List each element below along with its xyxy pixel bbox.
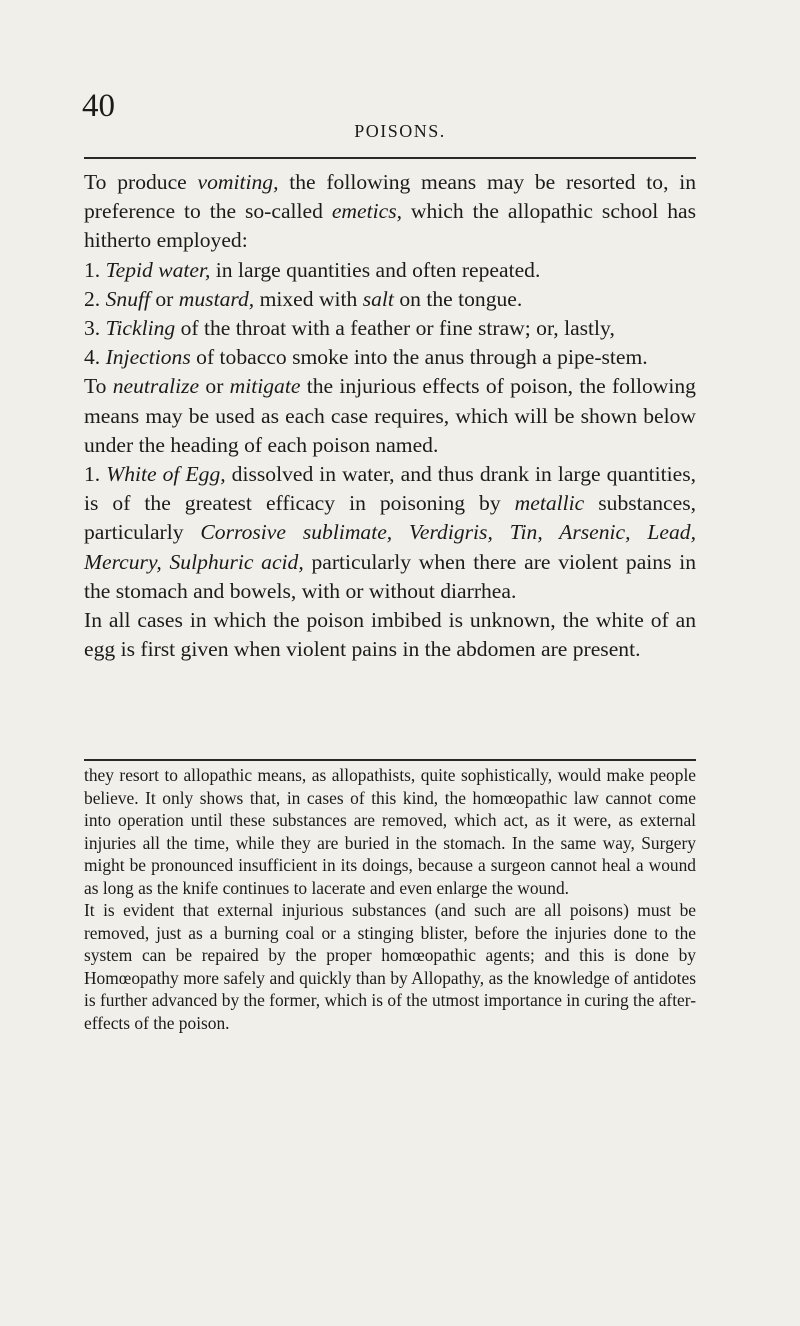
header-rule xyxy=(84,157,696,159)
list-item: 1. Tepid water, in large quantities and often repeated. xyxy=(84,257,541,282)
paragraph-emetics: To produce vomiting, the following means may be resorted to, in preference to the so-called emetics, which the allopathic school has hitherto employed: xyxy=(84,170,696,253)
main-text xyxy=(84,168,696,664)
footnote xyxy=(84,764,696,1034)
running-head: POISONS. xyxy=(354,121,446,141)
footnote-paragraph: It is evident that external injurious substances (and such are all poisons) must be removed, just as a burning coal or a stinging blister, before the injuries done to the system can be repaired by the proper homœopathic agents; and this is done by Homœopathy more safely and quickly than by Allopathy, as the knowledge of antidotes is further advanced by the former, which is of the utmost importance in curing the after-effects of the poison. xyxy=(84,900,696,1033)
paragraph-unknown-poison: In all cases in which the poison imbibed is unknown, the white of an egg is first given when violent pains in the abdomen are present. xyxy=(84,608,696,662)
paragraph-neutralize: To neutralize or mitigate the injurious effects of poison, the following means may be used as each case requires, which will be shown below under the heading of each poison named. xyxy=(84,374,696,457)
list-item: 2. Snuff or mustard, mixed with salt on the tongue. xyxy=(84,286,523,311)
list-item: 4. Injections of tobacco smoke into the anus through a pipe-stem. xyxy=(84,345,648,370)
page-number: 40 xyxy=(82,88,115,124)
footnote-paragraph: they resort to allopathic means, as allopathists, quite sophistically, would make people believe. It only shows that, in cases of this kind, the homœopathic law cannot come into operation until these substances are removed, which act, as it were, as external injuries all the time, while they are buried in the stomach. In the same way, Surgery might be pronounced insufficient in its doings, because a surgeon cannot heal a wound as long as the knife continues to lacerate and even enlarge the wound. xyxy=(84,765,696,898)
footnote-rule xyxy=(84,759,696,761)
list-item: 3. Tickling of the throat with a feather or fine straw; or, lastly, xyxy=(84,316,615,341)
list-item: 1. White of Egg, dissolved in water, and thus drank in large quantities, is of the greatest efficacy in poisoning by metallic substances, particularly Corrosive sublimate, Verdigris, Tin, Arsenic, Lead, Mercury, Sulphuric acid, particularly when there are violent pains in the stomach and bowels, with or without diarrhea. xyxy=(84,462,696,603)
